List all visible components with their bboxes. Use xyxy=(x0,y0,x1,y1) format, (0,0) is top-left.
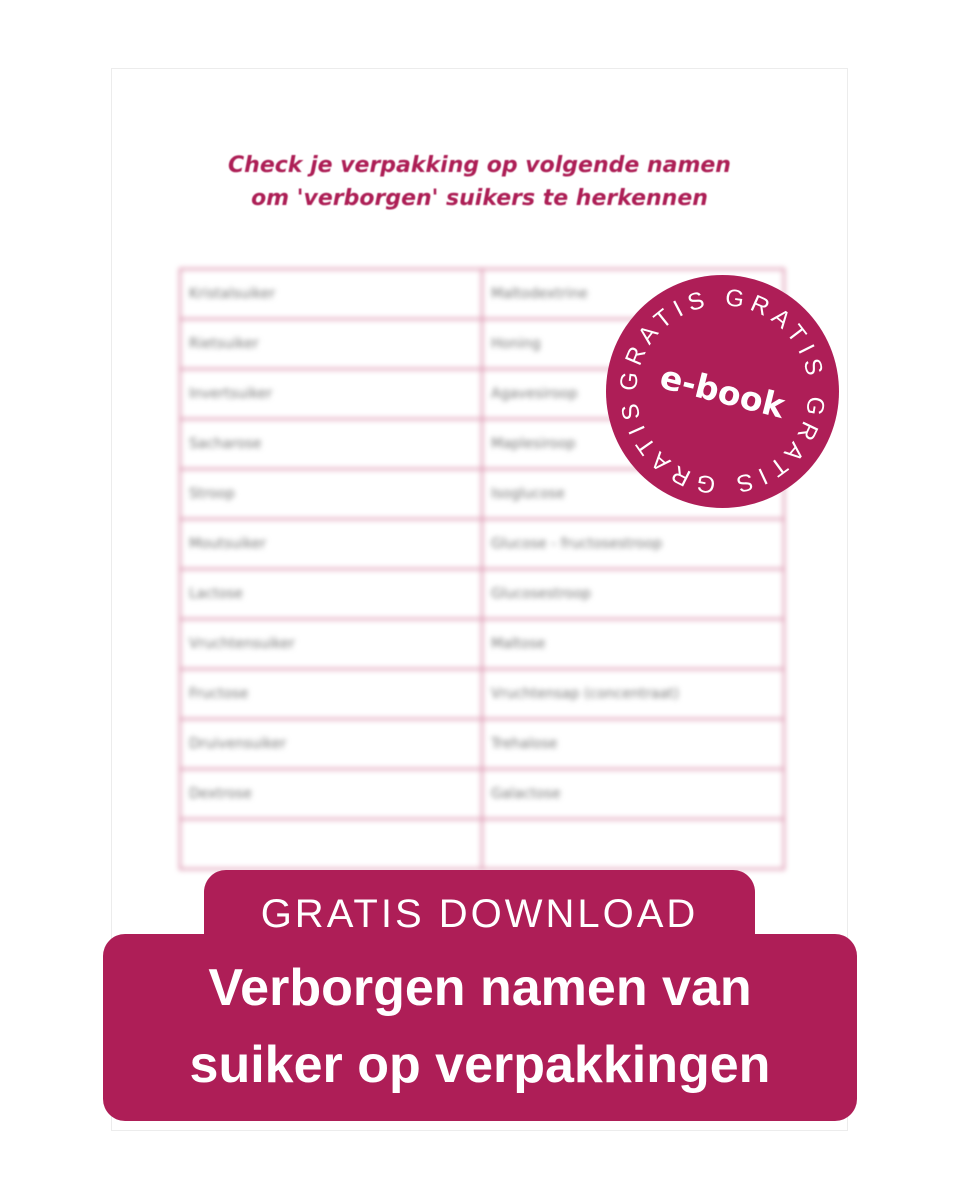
table-cell: Rietsuiker xyxy=(180,319,482,369)
gratis-ebook-badge xyxy=(606,275,839,508)
table-cell: Maltose xyxy=(482,619,784,669)
table-cell: Invertsuiker xyxy=(180,369,482,419)
table-cell: Stroop xyxy=(180,469,482,519)
sheet-title-line-1: Check je verpakking op volgende namen xyxy=(228,153,731,178)
table-cell: Moutsuiker xyxy=(180,519,482,569)
table-cell: Sacharose xyxy=(180,419,482,469)
table-row xyxy=(180,569,784,619)
table-cell: Glucose - fructosestroop xyxy=(482,519,784,569)
table-cell: Kristalsuiker xyxy=(180,269,482,319)
badge-center-label: e-book xyxy=(656,357,789,426)
table-cell: Galactose xyxy=(482,769,784,819)
table-row xyxy=(180,769,784,819)
sheet-title xyxy=(112,149,847,215)
table-cell: Lactose xyxy=(180,569,482,619)
table-row xyxy=(180,519,784,569)
table-cell xyxy=(482,819,784,869)
table-row xyxy=(180,669,784,719)
banner-subtitle: GRATIS DOWNLOAD xyxy=(260,892,699,936)
table-cell: Trehalose xyxy=(482,719,784,769)
banner-title xyxy=(103,950,857,1104)
table-cell: Dextrose xyxy=(180,769,482,819)
table-row xyxy=(180,719,784,769)
table-cell: Fructose xyxy=(180,669,482,719)
table-row xyxy=(180,819,784,869)
banner-title-line-2: suiker op verpakkingen xyxy=(189,1036,771,1094)
table-cell: Vruchtensap (concentraat) xyxy=(482,669,784,719)
banner-title-line-1: Verborgen namen van xyxy=(208,959,752,1017)
table-cell: Maplesiroop xyxy=(482,419,784,469)
table-cell: Honing xyxy=(482,319,784,369)
table-cell: Agavesiroop xyxy=(482,369,784,419)
table-cell: Druivensuiker xyxy=(180,719,482,769)
table-cell: Maltodextrine xyxy=(482,269,784,319)
table-row xyxy=(180,619,784,669)
table-cell: Glucosestroop xyxy=(482,569,784,619)
table-cell: Vruchtensuiker xyxy=(180,619,482,669)
table-cell: Isoglucose xyxy=(482,469,784,519)
badge-ring-text: GRATIS GRATIS GRATIS GRATIS xyxy=(615,284,830,499)
table-cell xyxy=(180,819,482,869)
sheet-title-line-2: om 'verborgen' suikers te herkennen xyxy=(251,186,708,211)
